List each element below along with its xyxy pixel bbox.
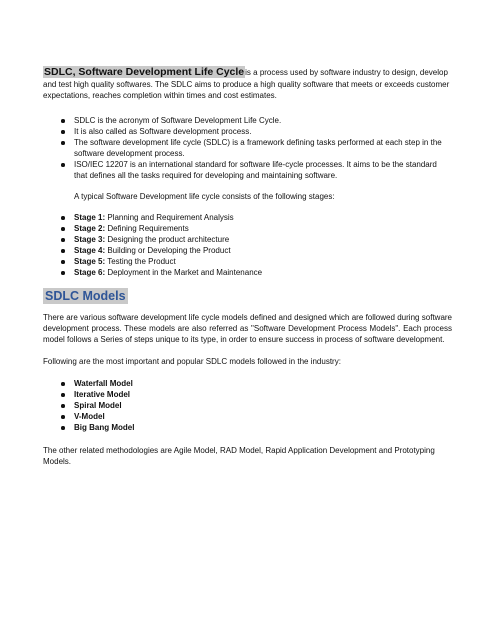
list-item: Iterative Model — [61, 389, 452, 400]
list-item — [61, 267, 452, 278]
list-item — [61, 234, 452, 245]
facts-list — [61, 115, 452, 181]
list-item — [61, 245, 452, 256]
stage-label: Stage 1: — [74, 213, 106, 222]
intro-title: SDLC, Software Development Life Cycle — [44, 66, 245, 78]
list-item: The software development life cycle (SDLC) is a framework defining tasks performed at each step in the software development process. — [61, 137, 452, 159]
document-page — [43, 66, 452, 467]
stage-text: Defining Requirements — [105, 224, 189, 233]
stage-text: Deployment in the Market and Maintenance — [105, 268, 263, 277]
stage-label: Stage 3: — [74, 235, 106, 244]
stage-label: Stage 2: — [74, 224, 106, 233]
list-item: ISO/IEC 12207 is an international standard for software life-cycle processes. It aims to be the standard that defines all the tasks required for developing and maintaining software. — [61, 159, 452, 181]
stage-label: Stage 4: — [74, 246, 106, 255]
models-paragraph: There are various software development life cycle models defined and designed which are followed during software development process. These models are also referred as "Software Development Process Models". Each process model follows a Series of steps unique to its type, in order to ensure success in process of software development. — [43, 313, 452, 344]
stage-text: Building or Developing the Product — [105, 246, 231, 255]
stage-text: Planning and Requirement Analysis — [105, 213, 234, 222]
list-item: Big Bang Model — [61, 422, 452, 433]
stage-label: Stage 5: — [74, 257, 106, 266]
list-item: Spiral Model — [61, 400, 452, 411]
list-item: It is also called as Software development process. — [61, 126, 452, 137]
list-item — [61, 256, 452, 267]
list-item — [61, 212, 452, 223]
list-item: SDLC is the acronym of Software Development Life Cycle. — [61, 115, 452, 126]
stage-text: Testing the Product — [105, 257, 176, 266]
other-methodologies-text: The other related methodologies are Agile Model, RAD Model, Rapid Application Development and Prototyping Models. — [43, 446, 435, 466]
intro-text: is a process used by software industry to design, develop and test high quality softwares. The SDLC aims to produce a high quality software that meets or exceeds customer expectations, reaches completion within times and cost estimates. — [43, 68, 450, 100]
stages-list — [61, 212, 452, 278]
typical-stages-text: A typical Software Development life cycle consists of the following stages: — [74, 192, 335, 201]
list-item: V-Model — [61, 411, 452, 422]
stage-text: Designing the product architecture — [105, 235, 230, 244]
section-heading-sdlc-models: SDLC Models — [45, 289, 126, 303]
list-item — [61, 223, 452, 234]
models-list — [61, 378, 452, 433]
stage-label: Stage 6: — [74, 268, 106, 277]
intro-paragraph — [43, 66, 452, 101]
popular-models-intro: Following are the most important and popular SDLC models followed in the industry: — [43, 357, 341, 366]
list-item: Waterfall Model — [61, 378, 452, 389]
